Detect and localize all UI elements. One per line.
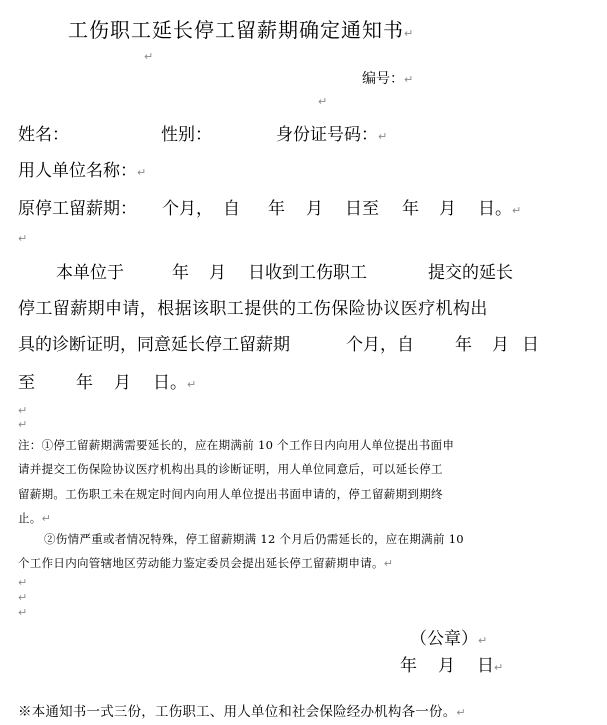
note-1-line-1: 注：①停工留薪期满需要延长的，应在期满前 10 个工作日内向用人单位提出书面申 bbox=[18, 438, 455, 452]
note-1-line-3: 留薪期。工伤职工未在规定时间内向用人单位提出书面申请的，停工留薪期到期终 bbox=[18, 487, 443, 501]
date-day: 日↵ bbox=[477, 656, 504, 676]
note-1-line-2: 请并提交工伤保险协议医疗机构出具的诊断证明，用人单位同意后，可以延长停工 bbox=[18, 462, 443, 476]
original-period-year2: 年 bbox=[402, 199, 419, 219]
body-received-month: 月 bbox=[209, 263, 226, 283]
footer-note: ※本通知书一式三份，工伤职工、用人单位和社会保险经办机构各一份。↵ bbox=[18, 704, 466, 720]
official-seal-label: （公章）↵ bbox=[410, 629, 488, 649]
original-period-from: 自 bbox=[223, 199, 240, 219]
body-received-on: 本单位于 bbox=[56, 263, 124, 283]
body-extend-month: 月 bbox=[492, 335, 509, 355]
paragraph-mark: ↵ bbox=[18, 606, 28, 619]
original-period-year1: 年 bbox=[268, 199, 285, 219]
body-until-day: 日。↵ bbox=[153, 373, 197, 393]
body-extend-day: 日 bbox=[522, 335, 539, 355]
paragraph-mark: ↵ bbox=[41, 512, 52, 525]
note-2-line-2: 个工作日内向管辖地区劳动能力鉴定委员会提出延长停工留薪期申请。↵ bbox=[18, 556, 394, 570]
paragraph-mark: ↵ bbox=[144, 50, 154, 63]
paragraph-mark: ↵ bbox=[383, 557, 394, 570]
note-2-line-1: ②伤情严重或者情况特殊，停工留薪期满 12 个月后仍需延长的，应在期满前 10 bbox=[44, 532, 464, 546]
original-period-months: 个月， bbox=[162, 199, 213, 219]
date-year: 年 bbox=[400, 656, 417, 676]
body-extend-year: 年 bbox=[455, 335, 472, 355]
body-extend-months: 个月，自 bbox=[346, 335, 414, 355]
serial-number: 编号：↵ bbox=[362, 71, 414, 87]
note-1-line-4: 止。↵ bbox=[18, 511, 52, 525]
paragraph-mark: ↵ bbox=[404, 73, 414, 86]
gender-field-label: 性别： bbox=[161, 125, 212, 145]
document-title: 工伤职工延长停工留薪期确定通知书↵ bbox=[68, 18, 415, 42]
paragraph-mark: ↵ bbox=[404, 27, 415, 40]
paragraph-mark: ↵ bbox=[137, 166, 147, 179]
paragraph-mark: ↵ bbox=[478, 634, 488, 647]
body-until: 至 bbox=[18, 373, 35, 393]
date-month: 月 bbox=[438, 656, 455, 676]
paragraph-mark: ↵ bbox=[494, 661, 504, 674]
original-period-label: 原停工留薪期： bbox=[18, 199, 137, 219]
body-agree-extend: 具的诊断证明，同意延长停工留薪期 bbox=[18, 335, 290, 355]
body-received-from-worker: 日收到工伤职工 bbox=[248, 263, 367, 283]
paragraph-mark: ↵ bbox=[187, 378, 197, 391]
paragraph-mark: ↵ bbox=[318, 95, 328, 108]
name-field-label: 姓名： bbox=[18, 125, 69, 145]
id-field-label: 身份证号码：↵ bbox=[276, 125, 388, 145]
paragraph-mark: ↵ bbox=[18, 591, 28, 604]
paragraph-mark: ↵ bbox=[378, 130, 388, 143]
original-period-day-to: 日至 bbox=[345, 199, 379, 219]
paragraph-mark: ↵ bbox=[18, 404, 28, 417]
employer-field-label: 用人单位名称：↵ bbox=[18, 161, 147, 181]
paragraph-mark: ↵ bbox=[512, 204, 522, 217]
paragraph-mark: ↵ bbox=[18, 232, 28, 245]
body-until-month: 月 bbox=[114, 373, 131, 393]
original-period-month1: 月 bbox=[306, 199, 323, 219]
original-period-day-end: 日。↵ bbox=[478, 199, 522, 219]
body-submitted-extension: 提交的延长 bbox=[428, 263, 513, 283]
body-line-2: 停工留薪期申请，根据该职工提供的工伤保险协议医疗机构出 bbox=[18, 299, 488, 319]
paragraph-mark: ↵ bbox=[456, 706, 466, 719]
body-received-year: 年 bbox=[172, 263, 189, 283]
paragraph-mark: ↵ bbox=[18, 576, 28, 589]
body-until-year: 年 bbox=[76, 373, 93, 393]
original-period-month2: 月 bbox=[439, 199, 456, 219]
paragraph-mark: ↵ bbox=[18, 418, 28, 431]
